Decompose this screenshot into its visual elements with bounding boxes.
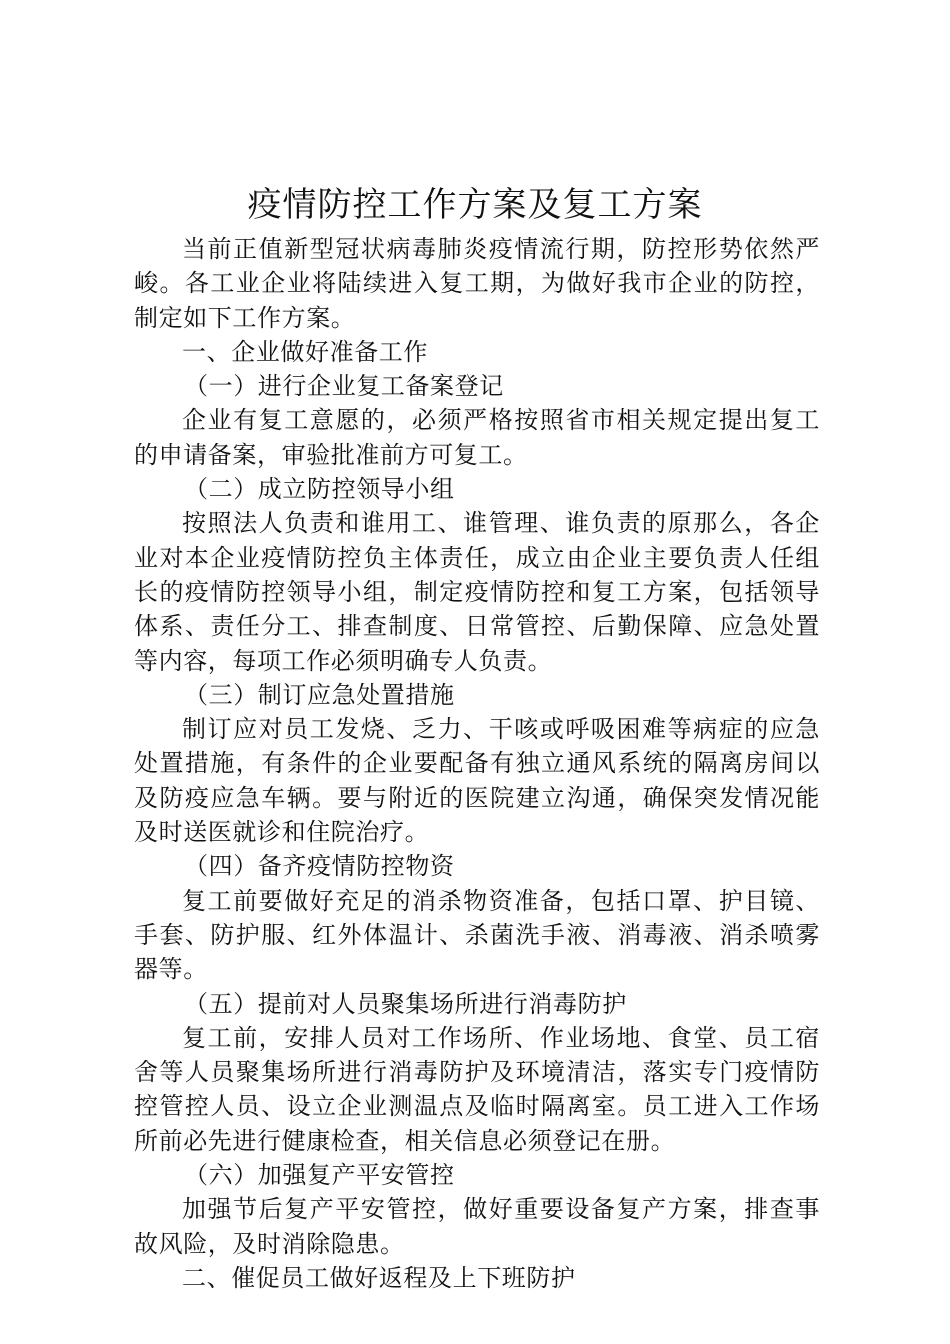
subsection-heading-5: （五）提前对人员聚集场所进行消毒防护 xyxy=(184,989,627,1018)
body-paragraph-6: 加强节后复产平安管控，做好重要设备复产方案，排查事故风险，及时消除隐患。 xyxy=(134,1195,820,1258)
body-paragraph-2: 按照法人负责和谁用工、谁管理、谁负责的原那么，各企业对本企业疫情防控负主体责任，成立由企业主要负责人任组长的疫情防控领导小组，制定疫情防控和复工方案，包括领导体系、责任分工、排查制度、日常管控、后勤保障、应急处置等内容，每项工作必须明确专人负责。 xyxy=(134,509,820,675)
subsection-heading-2: （二）成立防控领导小组 xyxy=(184,475,455,504)
document-title: 疫情防控工作方案及复工方案 xyxy=(247,185,703,225)
body-paragraph-1: 企业有复工意愿的，必须严格按照省市相关规定提出复工的申请备案，审验批准前方可复工。 xyxy=(134,406,820,469)
body-paragraph-3: 制订应对员工发烧、乏力、干咳或呼吸困难等病症的应急处置措施，有条件的企业要配备有独立通风系统的隔离房间以及防疫应急车辆。要与附近的医院建立沟通，确保突发情况能及时送医就诊和住院治疗。 xyxy=(134,715,820,847)
body-paragraph-5: 复工前，安排人员对工作场所、作业场地、食堂、员工宿舍等人员聚集场所进行消毒防护及环境清洁，落实专门疫情防控管控人员、设立企业测温点及临时隔离室。员工进入工作场所前必先进行健康检查，相关信息必须登记在册。 xyxy=(134,1023,820,1155)
intro-paragraph: 当前正值新型冠状病毒肺炎疫情流行期，防控形势依然严峻。各工业企业将陆续进入复工期，为做好我市企业的防控，制定如下工作方案。 xyxy=(134,235,820,332)
body-paragraph-4: 复工前要做好充足的消杀物资准备，包括口罩、护目镜、手套、防护服、红外体温计、杀菌洗手液、消毒液、消杀喷雾器等。 xyxy=(134,886,820,984)
document-body xyxy=(134,232,820,1295)
section-heading-2: 二、催促员工做好返程及上下班防护 xyxy=(182,1263,576,1292)
section-heading-1: 一、企业做好准备工作 xyxy=(182,337,428,366)
subsection-heading-3: （三）制订应急处置措施 xyxy=(184,680,455,709)
subsection-heading-1: （一）进行企业复工备案登记 xyxy=(184,372,504,401)
subsection-heading-6: （六）加强复产平安管控 xyxy=(184,1161,455,1190)
subsection-heading-4: （四）备齐疫情防控物资 xyxy=(184,852,455,881)
